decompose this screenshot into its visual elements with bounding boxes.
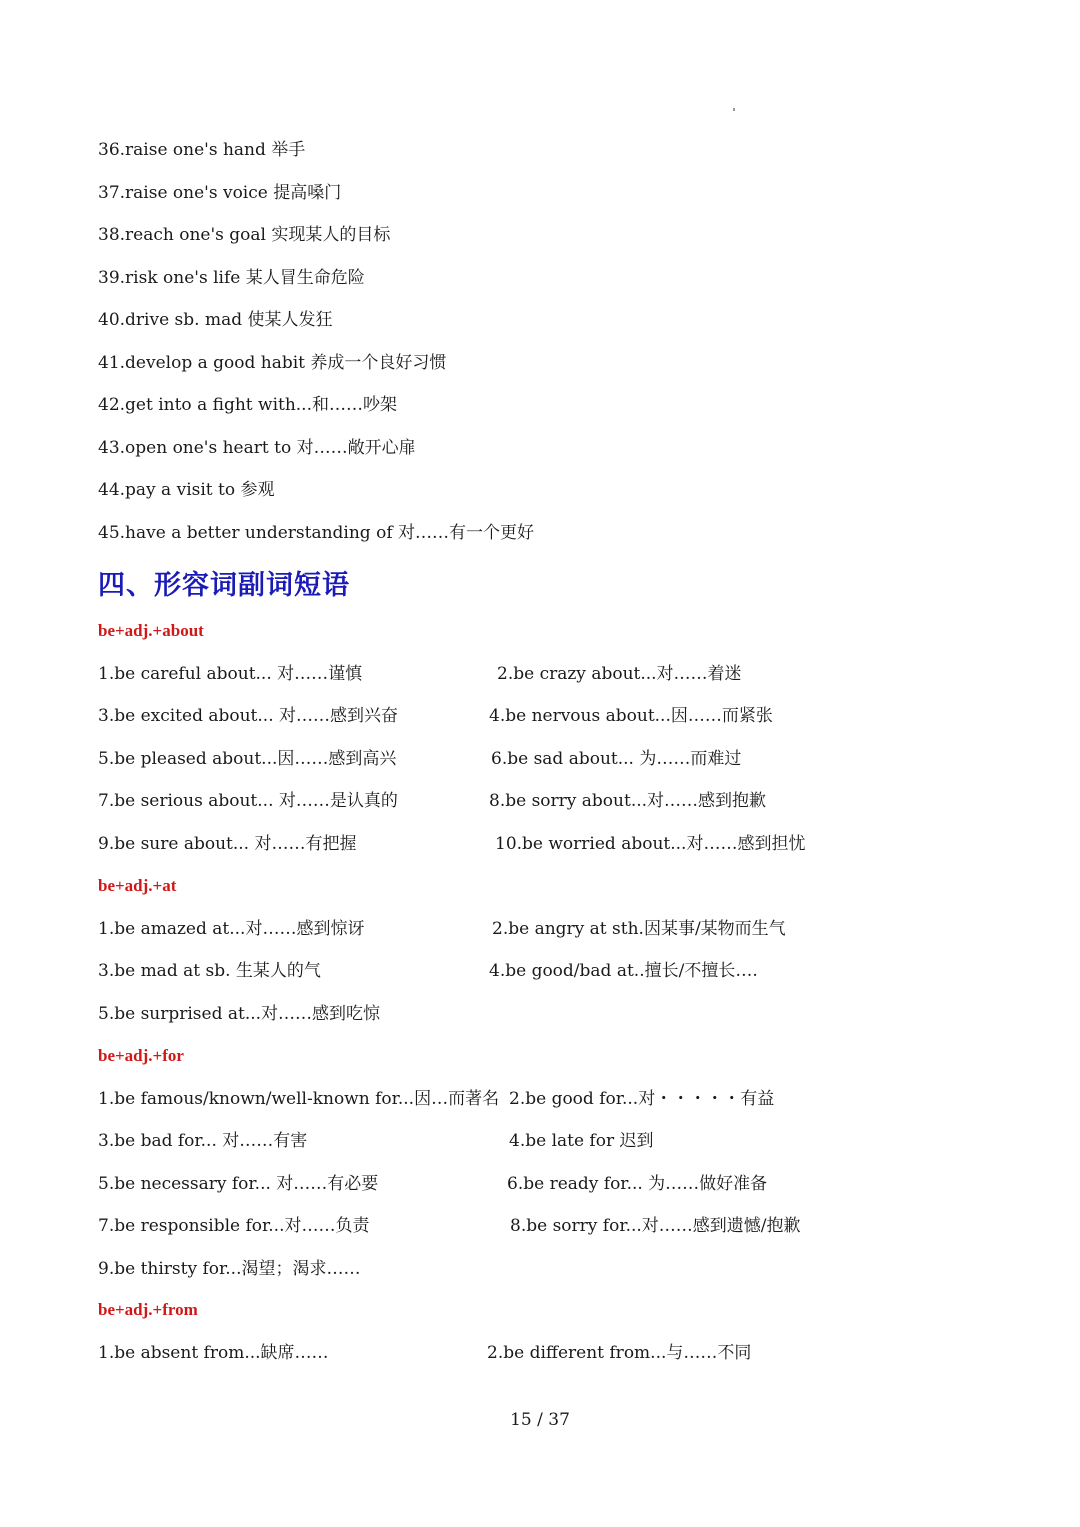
phrase-line: 9.be sure about... 对……有把握 [98, 834, 357, 854]
phrase-line: 2.be angry at sth.因某事/某物而生气 [492, 919, 786, 939]
phrase-line: 37.raise one's voice 提高嗓门 [98, 183, 342, 203]
phrase-line: 45.have a better understanding of 对……有一个更好 [98, 523, 535, 543]
group-title-about: be+adj.+about [98, 621, 204, 640]
phrase-line: 2.be crazy about...对……着迷 [497, 664, 742, 684]
scan-mark [733, 108, 735, 111]
group-title-for: be+adj.+for [98, 1046, 184, 1065]
phrase-line: 1.be famous/known/well-known for...因…而著名 [98, 1089, 500, 1109]
phrase-line: 7.be serious about... 对……是认真的 [98, 791, 398, 811]
phrase-line: 8.be sorry about...对……感到抱歉 [489, 791, 767, 811]
phrase-line: 40.drive sb. mad 使某人发狂 [98, 310, 333, 330]
phrase-line: 2.be different from...与……不同 [487, 1343, 752, 1363]
phrase-line: 3.be mad at sb. 生某人的气 [98, 961, 321, 981]
phrase-line: 2.be good for...对・・・・・有益 [509, 1089, 775, 1109]
phrase-line: 36.raise one's hand 举手 [98, 140, 306, 160]
phrase-line: 9.be thirsty for...渴望；渴求…… [98, 1259, 361, 1279]
phrase-line: 39.risk one's life 某人冒生命危险 [98, 268, 365, 288]
phrase-line: 4.be late for 迟到 [509, 1131, 654, 1151]
phrase-line: 38.reach one's goal 实现某人的目标 [98, 225, 391, 245]
phrase-line: 5.be surprised at...对……感到吃惊 [98, 1004, 381, 1024]
group-title-at: be+adj.+at [98, 876, 177, 895]
phrase-line: 5.be necessary for... 对……有必要 [98, 1174, 379, 1194]
phrase-line: 43.open one's heart to 对……敞开心扉 [98, 438, 416, 458]
phrase-line: 1.be amazed at...对……感到惊讶 [98, 919, 365, 939]
phrase-line: 1.be careful about... 对……谨慎 [98, 664, 363, 684]
phrase-line: 5.be pleased about...因……感到高兴 [98, 749, 397, 769]
phrase-line: 41.develop a good habit 养成一个良好习惯 [98, 353, 447, 373]
phrase-line: 44.pay a visit to 参观 [98, 480, 275, 500]
phrase-line: 7.be responsible for...对……负责 [98, 1216, 370, 1236]
page-number: 15 / 37 [510, 1410, 570, 1430]
group-title-from: be+adj.+from [98, 1300, 198, 1319]
phrase-line: 4.be nervous about...因……而紧张 [489, 706, 773, 726]
phrase-line: 1.be absent from...缺席…… [98, 1343, 329, 1363]
phrase-line: 6.be ready for... 为……做好准备 [507, 1174, 768, 1194]
phrase-line: 3.be bad for... 对……有害 [98, 1131, 308, 1151]
phrase-line: 4.be good/bad at..擅长/不擅长…. [489, 961, 758, 981]
phrase-line: 6.be sad about... 为……而难过 [491, 749, 742, 769]
phrase-line: 10.be worried about...对……感到担忧 [495, 834, 806, 854]
phrase-line: 8.be sorry for...对……感到遗憾/抱歉 [510, 1216, 801, 1236]
phrase-line: 42.get into a fight with...和……吵架 [98, 395, 397, 415]
phrase-line: 3.be excited about... 对……感到兴奋 [98, 706, 398, 726]
section-heading: 四、形容词副词短语 [98, 570, 350, 601]
